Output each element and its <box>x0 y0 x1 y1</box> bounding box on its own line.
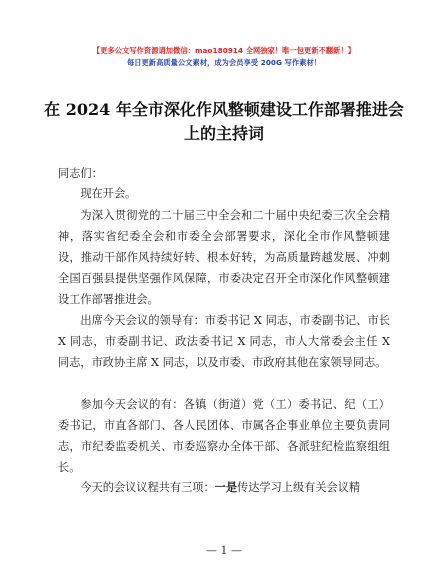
salutation: 同志们： <box>58 167 103 180</box>
paragraph-leaders: 出席今天会议的领导有：市委书记 X 同志，市委副书记、市长 X 同志，市委副书记、政法委书记 X 同志，市人大常委会主任 X 同志，市政协主席 X 同志，以及市委、市政府其他在家领导同志。 <box>58 314 390 369</box>
promo-line-blue: 每日更新高质量公文素材，成为会员享受 200G 写作素材！ <box>126 58 322 67</box>
agenda-first-item: 传达学习上级有关会议精 <box>237 481 361 494</box>
paragraph-agenda <box>58 477 390 498</box>
paragraph-purpose: 为深入贯彻党的二十届三中全会和二十届中央纪委三次全会精神，落实省纪委全会和市委全会部署要求，深化全市作风整顿建设，推动干部作风持续好转、根本好转，为高质量跨越发展、冲刺全国百强县提供坚强作风保障，市委决定召开全市深化作风整顿建设工作部署推进会。 <box>58 209 390 306</box>
paragraph-attendees: 参加今天会议的有：各镇（街道）党（工）委书记、纪（工）委书记，市直各部门、各人民团体、市属各企事业单位主要负责同志，市纪委监委机关、市委巡察办全体干部、各派驻纪检监察组组长。 <box>58 398 390 474</box>
page-number: — 1 — <box>206 544 242 557</box>
document-title: 在 2024 年全市深化作风整顿建设工作部署推进会上的主持词 <box>44 100 404 143</box>
agenda-lead: 今天的会议议程共有三项： <box>80 481 215 494</box>
paragraph-opening: 现在开会。 <box>80 187 137 200</box>
agenda-first-label: 一是 <box>214 480 238 494</box>
promo-line-red: 【更多公文写作资源请加微信：mao180914 全网独家！唯一包更新不翻新！】 <box>92 46 356 55</box>
